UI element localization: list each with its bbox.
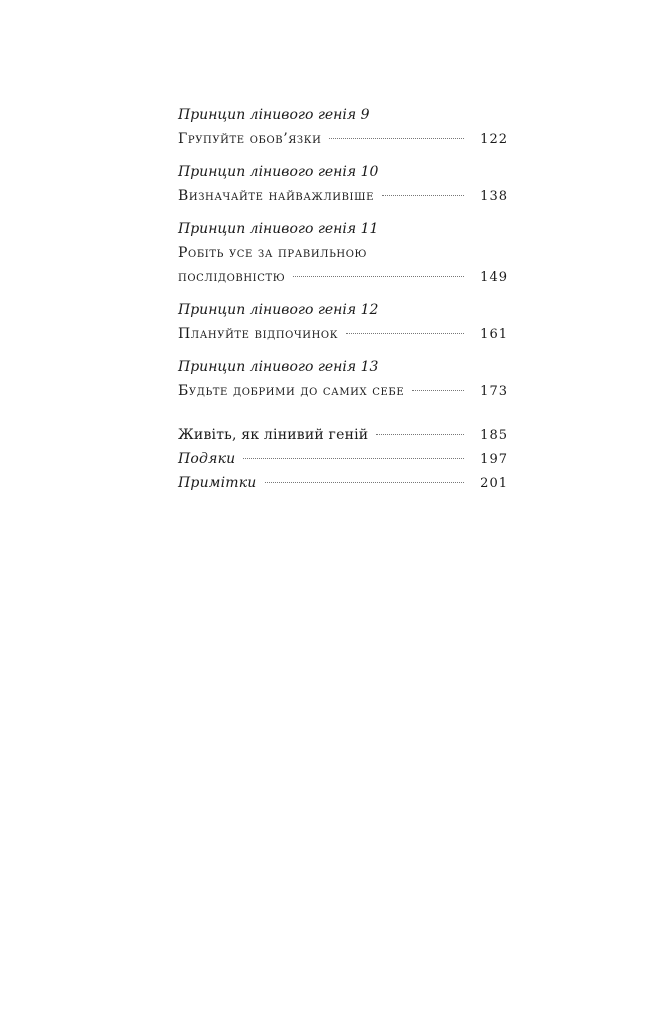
chapter-title: Робіть усе за правильною [178,245,368,261]
toc-group-principle-12 [178,298,508,346]
page-number: 197 [480,452,508,467]
chapter-title: Будьте добрими до самих себе [178,383,405,399]
dot-leader [293,276,464,277]
dot-leader [329,138,464,139]
page-number: 149 [480,270,508,285]
toc-entry[interactable] [178,184,508,208]
toc-entry-conclusion[interactable] [178,423,508,447]
chapter-title: Плануйте відпочинок [178,326,339,342]
toc-group-principle-11 [178,217,508,289]
toc-entry[interactable] [178,265,508,289]
dot-leader [376,434,464,435]
principle-heading: Принцип лінивого генія 9 [178,107,370,123]
toc-entry[interactable] [178,322,508,346]
page-number: 161 [480,327,508,342]
toc-entry[interactable] [178,379,508,403]
dot-leader [382,195,464,196]
chapter-title: Живіть, як лінивий геній [178,427,369,443]
principle-heading: Принцип лінивого генія 11 [178,221,379,237]
dot-leader [346,333,464,334]
toc-group-principle-9 [178,103,508,151]
chapter-title: Групуйте обов’язки [178,131,322,147]
page-number: 122 [480,132,508,147]
chapter-title: Примітки [178,475,257,491]
table-of-contents [178,103,508,495]
page-number: 138 [480,189,508,204]
page-number: 185 [480,428,508,443]
toc-group-principle-10 [178,160,508,208]
chapter-title: Визначайте найважливіше [178,188,375,204]
toc-entry-notes[interactable] [178,471,508,495]
chapter-title: Подяки [178,451,236,467]
principle-heading: Принцип лінивого генія 13 [178,359,379,375]
toc-entry[interactable] [178,127,508,151]
principle-heading: Принцип лінивого генія 10 [178,164,379,180]
toc-entry-acknowledgements[interactable] [178,447,508,471]
dot-leader [412,390,464,391]
dot-leader [265,482,464,483]
toc-group-principle-13 [178,355,508,403]
toc-entry-line-1[interactable] [178,241,508,265]
page-number: 201 [480,476,508,491]
dot-leader [243,458,464,459]
chapter-title-continued: послідовністю [178,269,286,285]
principle-heading: Принцип лінивого генія 12 [178,302,379,318]
page-number: 173 [480,384,508,399]
